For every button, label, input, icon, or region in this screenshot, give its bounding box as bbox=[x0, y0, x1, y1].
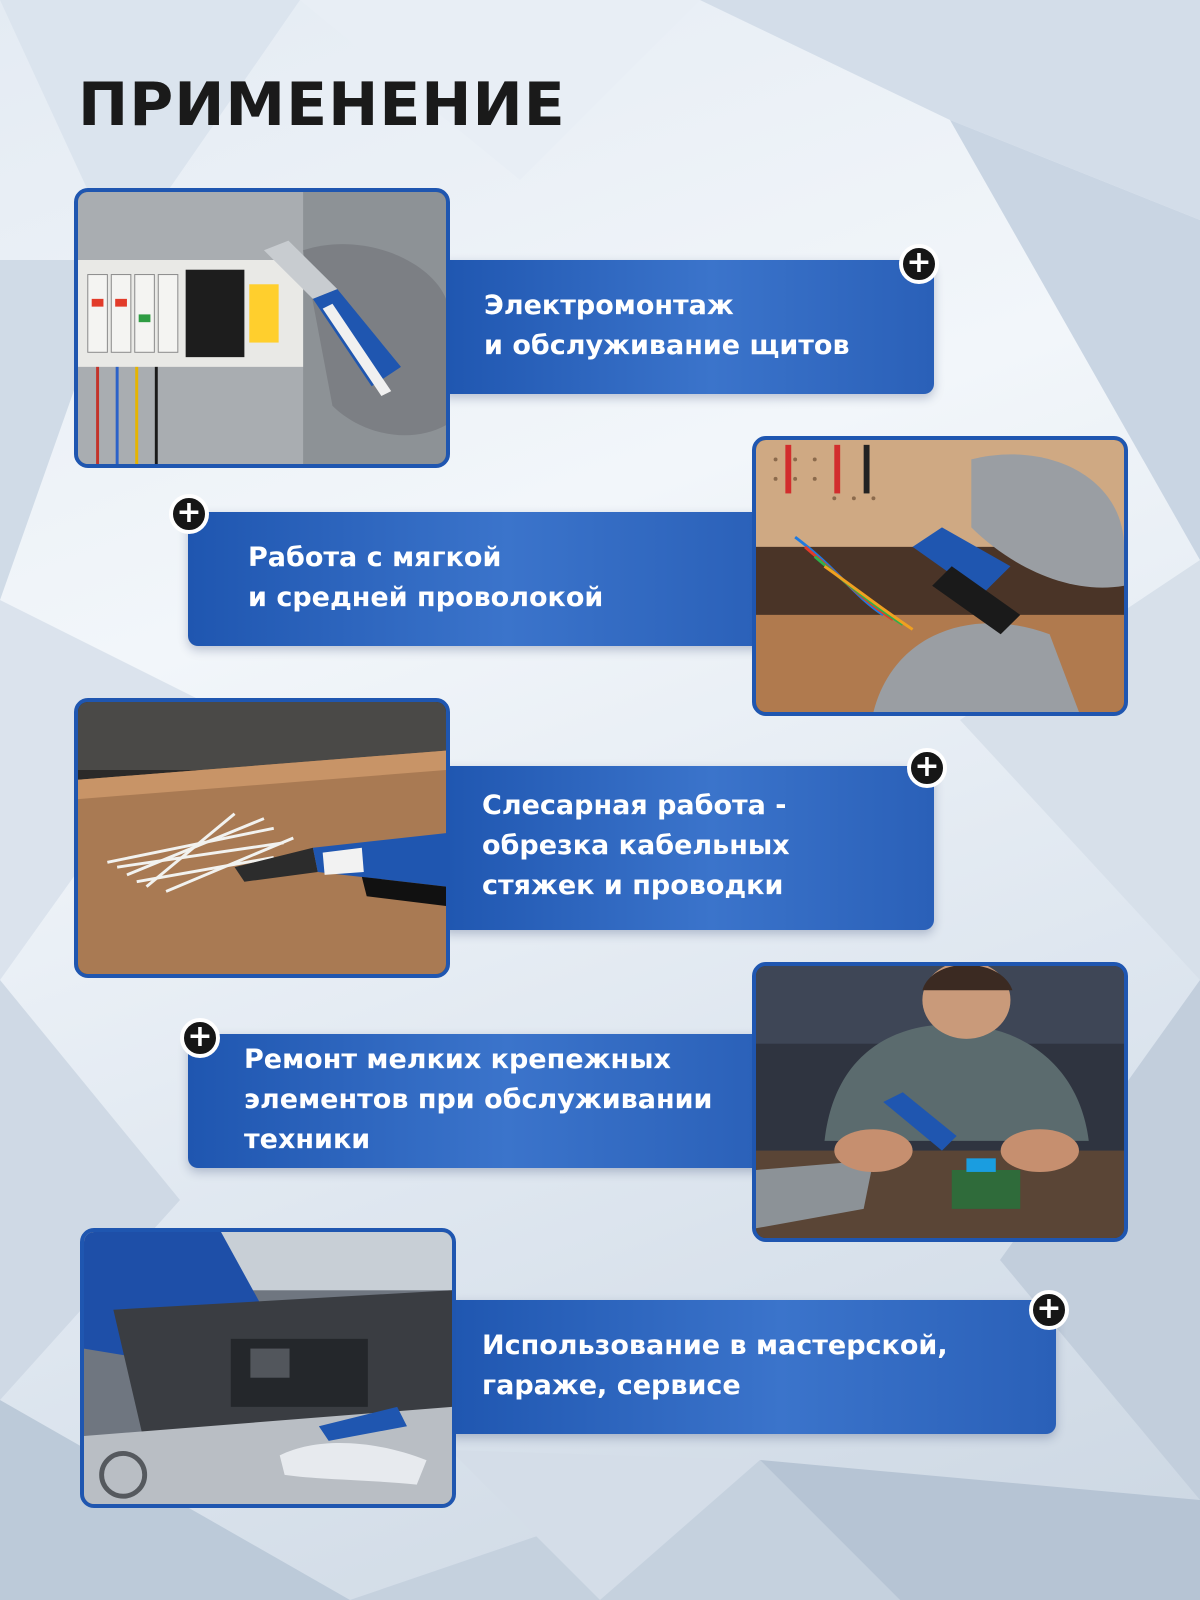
plus-icon: + bbox=[180, 1018, 220, 1058]
plus-icon: + bbox=[169, 494, 209, 534]
plus-icon: + bbox=[1029, 1290, 1069, 1330]
item-text: Слесарная работа - обрезка кабельных стяжек и проводки bbox=[482, 790, 790, 901]
car-engine-service-photo bbox=[80, 1228, 456, 1508]
wire-cutting-photo bbox=[752, 436, 1128, 716]
item-text: Ремонт мелких крепежных элементов при обслуживании техники bbox=[244, 1044, 713, 1155]
item-text: Электромонтаж и обслуживание щитов bbox=[484, 290, 850, 361]
item-text: Использование в мастерской, гараже, сервисе bbox=[482, 1330, 948, 1401]
plus-icon: + bbox=[907, 748, 947, 788]
plus-icon: + bbox=[899, 244, 939, 284]
cable-ties-workbench-photo bbox=[74, 698, 450, 978]
page-title: ПРИМЕНЕНИЕ bbox=[78, 70, 566, 140]
item-text: Работа с мягкой и средней проволокой bbox=[248, 542, 604, 613]
electrical-panel-photo bbox=[74, 188, 450, 468]
electronics-repair-photo bbox=[752, 962, 1128, 1242]
